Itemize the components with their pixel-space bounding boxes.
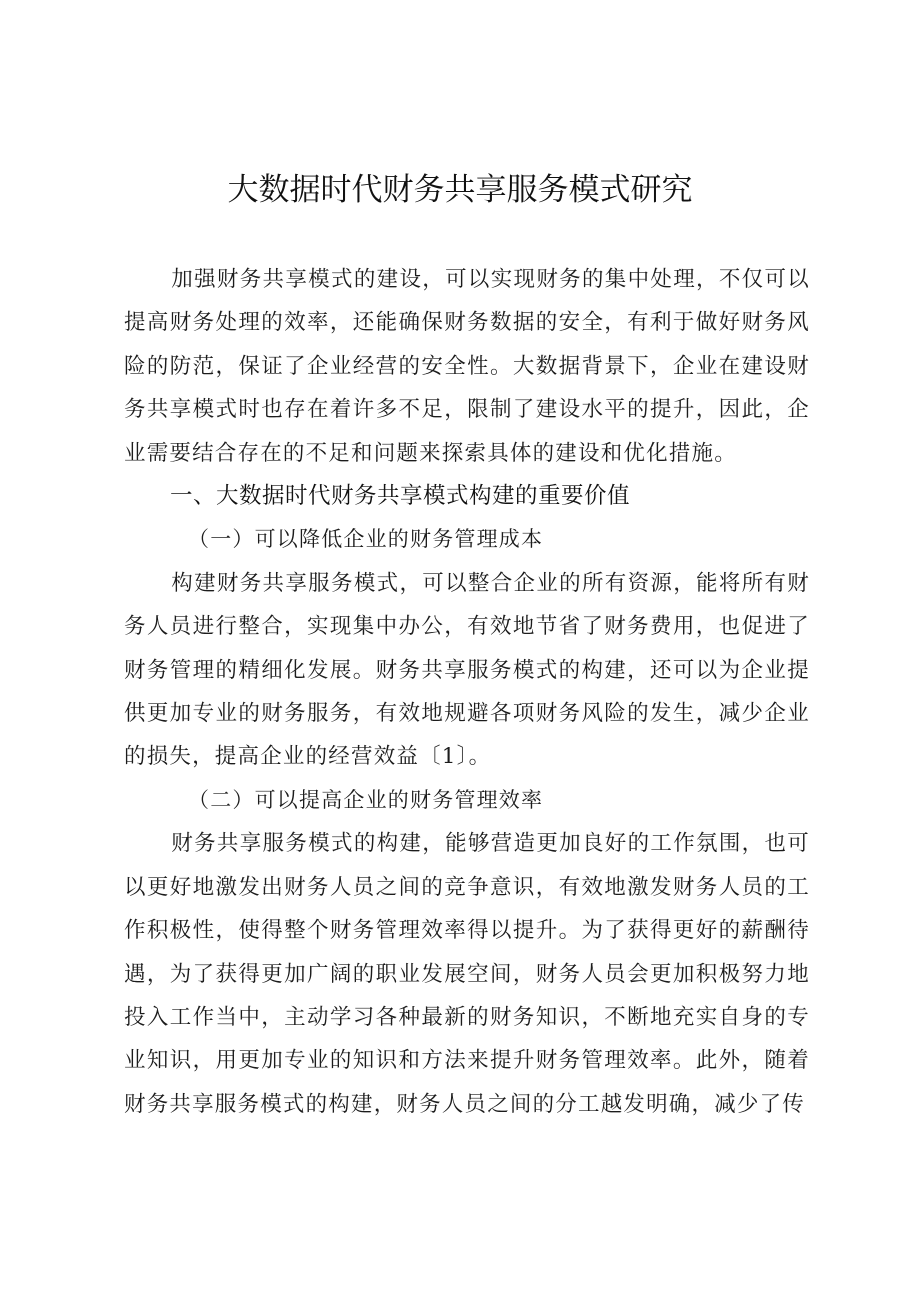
subsection-1-heading: （一）可以降低企业的财务管理成本 (188, 527, 544, 552)
document-title: 大数据时代财务共享服务模式研究 (227, 172, 693, 208)
intro-paragraph: 加强财务共享模式的建设，可以实现财务的集中处理，不仅可以提高财务处理的效率，还能确保财务数据的安全，有利于做好财务风险的防范，保证了企业经营的安全性。大数据背景下，企业在建设财务共享模式时也存在着许多不足，限制了建设水平的提升，因此，企业需要结合存在的不足和问题来探索具体的建设和优化措施。 (124, 267, 810, 466)
section-1-heading: 一、大数据时代财务共享模式构建的重要价值 (170, 483, 631, 510)
document-body (124, 258, 810, 1126)
subsection-2-heading: （二）可以提高企业的财务管理效率 (188, 787, 544, 812)
subsection-1-paragraph: 构建财务共享服务模式，可以整合企业的所有资源，能将所有财务人员进行整合，实现集中办公，有效地节省了财务费用，也促进了财务管理的精细化发展。财务共享服务模式的构建，还可以为企业提供更加专业的财务服务，有效地规避各项财务风险的发生，减少企业的损失，提高企业的经营效益〔1〕。 (124, 570, 810, 770)
subsection-2-paragraph: 财务共享服务模式的构建，能够营造更加良好的工作氛围，也可以更好地激发出财务人员之间的竞争意识，有效地激发财务人员的工作积极性，使得整个财务管理效率得以提升。为了获得更好的薪酬待遇，为了获得更加广阔的职业发展空间，财务人员会更加积极努力地投入工作当中，主动学习各种最新的财务知识，不断地充实自身的专业知识，用更加专业的知识和方法来提升财务管理效率。此外，随着财务共享服务模式的构建，财务人员之间的分工越发明确，减少了传 (124, 831, 810, 1117)
